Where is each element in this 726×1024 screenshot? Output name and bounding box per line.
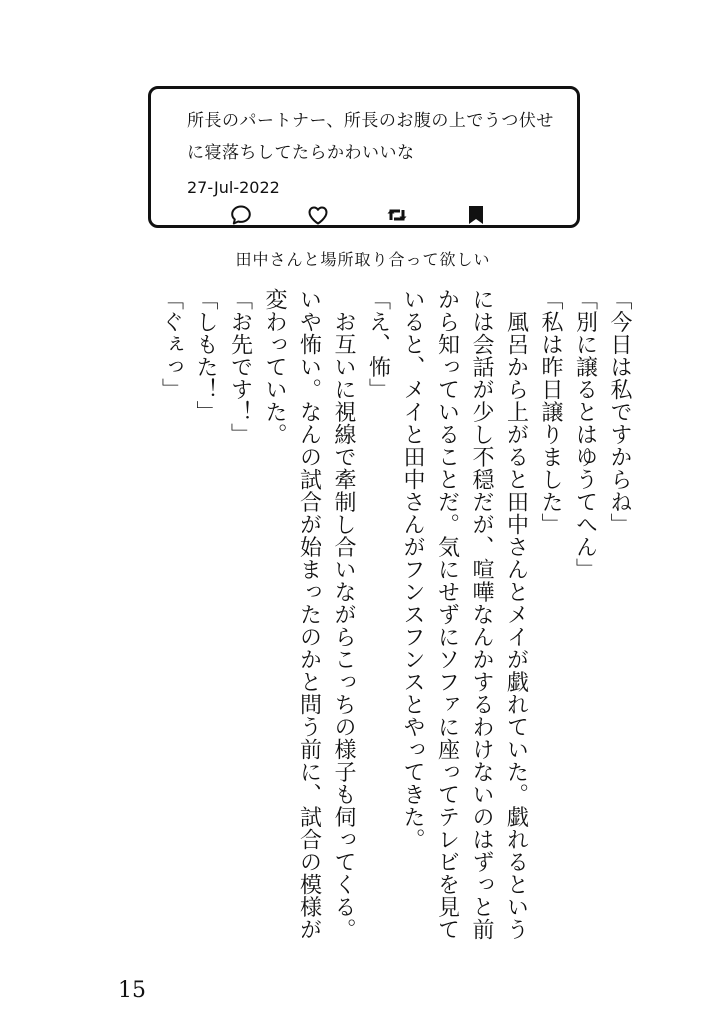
bookmark-icon[interactable] <box>464 203 488 227</box>
tweet-date: 27-Jul-2022 <box>187 178 280 197</box>
retweet-icon[interactable] <box>385 203 409 227</box>
text-line: から知っていることだ。気にせずにソファに座ってテレビを見て <box>434 288 460 941</box>
text-line: 風呂から上がると田中さんとメイが戯れていた。戯れるという <box>503 288 529 941</box>
text-line: 「お先です！」 <box>227 288 253 446</box>
reply-icon[interactable] <box>229 203 253 227</box>
text-line: 「別に譲るとはゆうてへん」 <box>572 288 598 581</box>
text-line: 「私は昨日譲りました」 <box>538 288 563 536</box>
text-line: いると、メイと田中さんがフンスフンスとやってきた。 <box>400 288 425 851</box>
text-line: いや怖い。なんの試合が始まったのかと問う前に、試合の模様が <box>296 288 322 941</box>
text-line: 変わっていた。 <box>262 288 287 446</box>
tweet-card <box>148 86 580 228</box>
text-line: 「しもた！」 <box>193 288 218 423</box>
page-number: 15 <box>118 978 146 1003</box>
novel-text <box>153 288 636 948</box>
text-line: 「今日は私ですからね」 <box>607 288 632 536</box>
text-line: 「え、怖」 <box>365 288 391 401</box>
tweet-actions <box>151 203 577 227</box>
text-line: お互いに視線で牽制し合いながらこっちの様子も伺ってくる。 <box>331 288 356 941</box>
caption: 田中さんと場所取り合って欲しい <box>235 250 491 269</box>
heart-icon[interactable] <box>306 203 330 227</box>
text-line: には会話が少し不穏だが、喧嘩なんかするわけないのはずっと前 <box>469 288 494 941</box>
text-line: 「ぐぇっ」 <box>158 288 184 401</box>
tweet-text: 所長のパートナー、所長のお腹の上でうつ伏せ に寝落ちしてたらかわいいな <box>187 111 554 163</box>
